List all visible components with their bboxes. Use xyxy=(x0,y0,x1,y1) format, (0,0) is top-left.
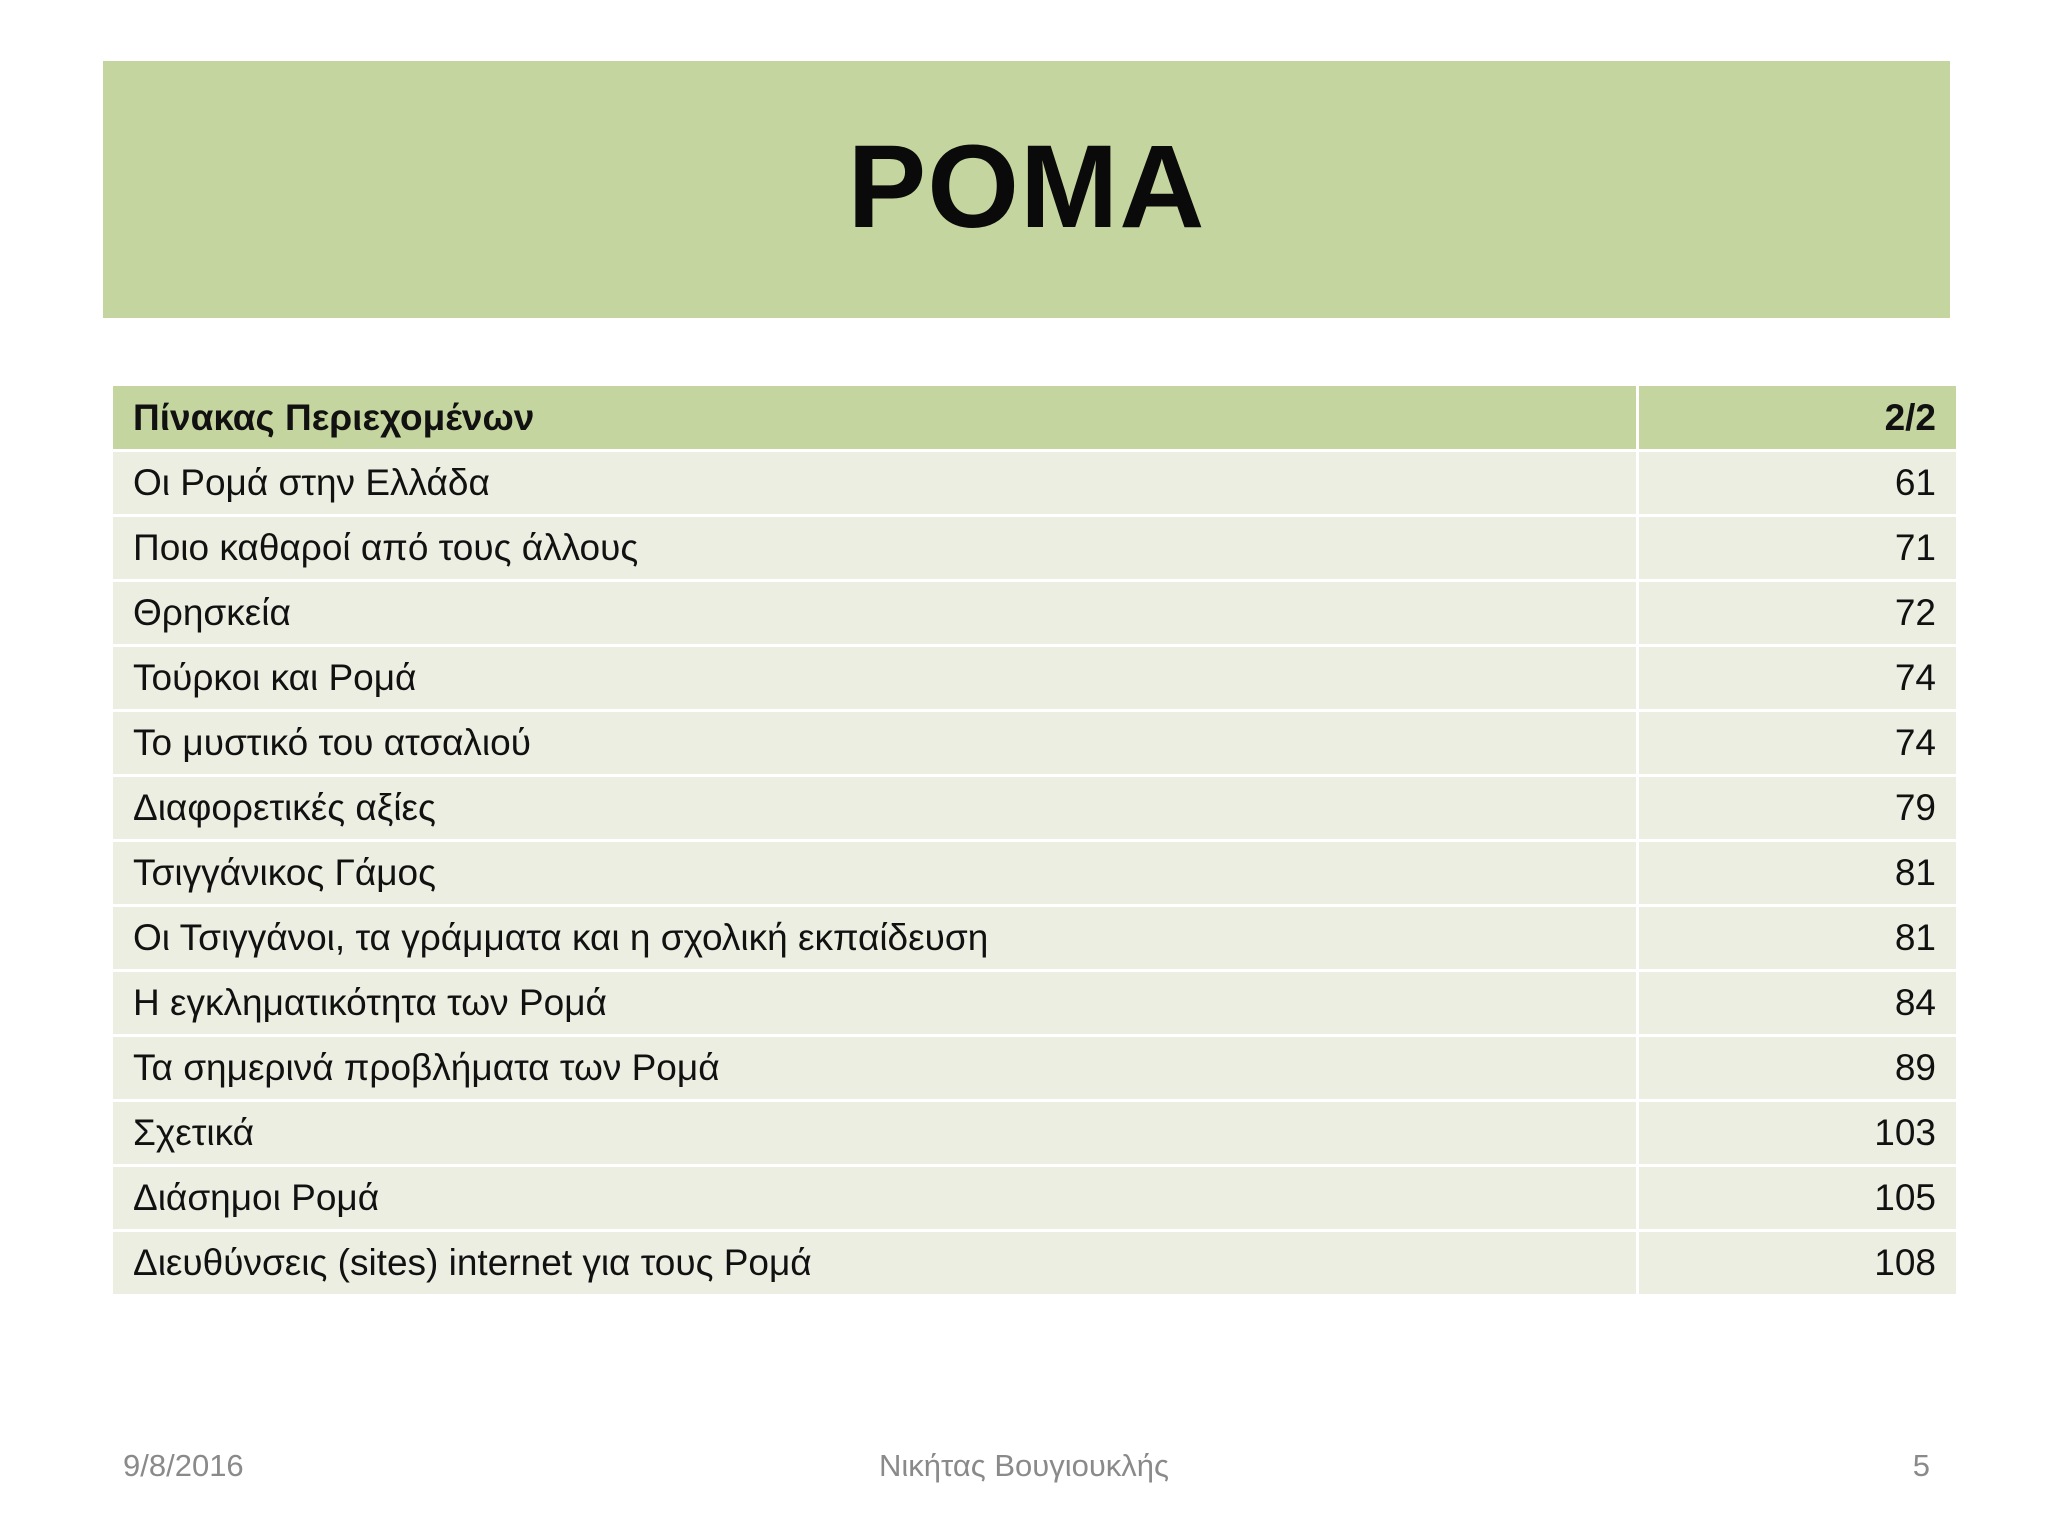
table-row xyxy=(113,972,1956,1037)
table-row xyxy=(113,647,1956,712)
toc-entry-title: Οι Τσιγγάνοι, τα γράμματα και η σχολική εκπαίδευση xyxy=(113,907,1639,972)
toc-entry-page: 89 xyxy=(1639,1037,1956,1102)
toc-entry-title: Οι Ρομά στην Ελλάδα xyxy=(113,452,1639,517)
toc-entry-title: Η εγκληματικότητα των Ρομά xyxy=(113,972,1639,1037)
table-row xyxy=(113,777,1956,842)
toc-entry-title: Διάσημοι Ρομά xyxy=(113,1167,1639,1232)
footer-date: 9/8/2016 xyxy=(123,1448,244,1483)
toc-entry-page: 81 xyxy=(1639,907,1956,972)
toc-entry-page: 79 xyxy=(1639,777,1956,842)
toc-entry-title: Ποιο καθαροί από τους άλλους xyxy=(113,517,1639,582)
title-banner xyxy=(103,61,1950,318)
table-row xyxy=(113,1102,1956,1167)
toc-entry-page: 61 xyxy=(1639,452,1956,517)
table-row xyxy=(113,842,1956,907)
toc-header-title: Πίνακας Περιεχομένων xyxy=(113,386,1639,452)
slide-number: 5 xyxy=(1912,1448,1930,1483)
toc-entry-page: 81 xyxy=(1639,842,1956,907)
toc-entry-title: Τσιγγάνικος Γάμος xyxy=(113,842,1639,907)
toc-entry-page: 103 xyxy=(1639,1102,1956,1167)
toc-entry-title: Διαφορετικές αξίες xyxy=(113,777,1639,842)
toc-entry-page: 84 xyxy=(1639,972,1956,1037)
toc-entry-page: 105 xyxy=(1639,1167,1956,1232)
table-row xyxy=(113,517,1956,582)
toc-entry-title: Διευθύνσεις (sites) internet για τους Ρομά xyxy=(113,1232,1639,1297)
table-row xyxy=(113,1167,1956,1232)
table-row xyxy=(113,1037,1956,1102)
toc-entry-title: Θρησκεία xyxy=(113,582,1639,647)
table-row xyxy=(113,712,1956,777)
toc-header-page: 2/2 xyxy=(1639,386,1956,452)
table-row xyxy=(113,907,1956,972)
toc-entry-page: 108 xyxy=(1639,1232,1956,1297)
table-row xyxy=(113,1232,1956,1297)
toc-entry-page: 74 xyxy=(1639,647,1956,712)
toc-entry-title: Τα σημερινά προβλήματα των Ρομά xyxy=(113,1037,1639,1102)
toc-entry-page: 72 xyxy=(1639,582,1956,647)
toc-entry-title: Τούρκοι και Ρομά xyxy=(113,647,1639,712)
toc-entry-title: Σχετικά xyxy=(113,1102,1639,1167)
footer-author: Νικήτας Βουγιουκλής xyxy=(879,1448,1169,1483)
toc-header-row xyxy=(113,386,1956,452)
toc-entry-title: Το μυστικό του ατσαλιού xyxy=(113,712,1639,777)
table-row xyxy=(113,452,1956,517)
table-of-contents xyxy=(113,386,1956,1297)
slide-title: POMA xyxy=(847,120,1206,253)
toc-entry-page: 71 xyxy=(1639,517,1956,582)
toc-entry-page: 74 xyxy=(1639,712,1956,777)
table-row xyxy=(113,582,1956,647)
